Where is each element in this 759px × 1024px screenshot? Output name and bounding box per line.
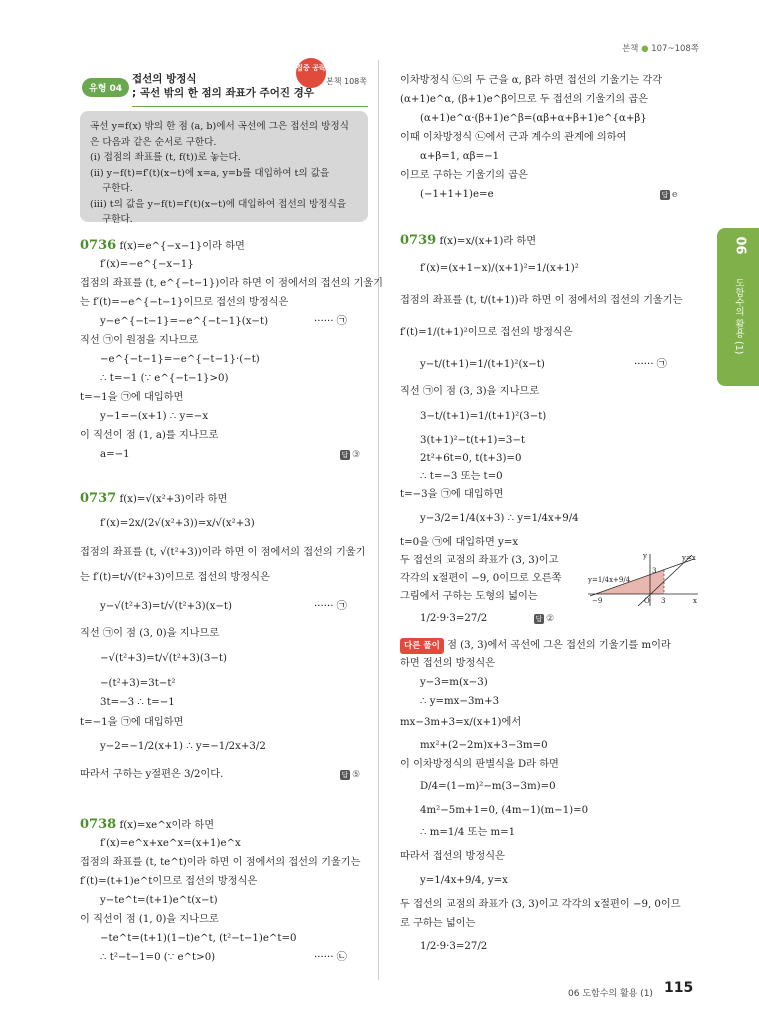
footer-chapter: 06 도함수의 활용 (1) [568, 989, 653, 999]
page-reference: 본책 ● 107~108쪽 [621, 44, 699, 54]
problem-number: 0739 [400, 233, 437, 248]
origin-label: O [644, 597, 650, 605]
header-rule [132, 106, 368, 107]
tangent-lines-graph [588, 552, 700, 606]
problem-number: 0738 [80, 817, 117, 832]
type-badge: 유형 04 [82, 78, 129, 97]
answer-0736: 답 ③ [341, 450, 361, 460]
axis-x-label: x [693, 597, 697, 605]
summary-box: 곡선 y=f(x) 밖의 한 점 (a, b)에서 곡선에 그은 접선의 방정식 은 다음과 같은 순서로 구한다. (i) 접점의 좌표를 (t, f(t))로 놓는다. (ii) y−f(t)=f′(t)(x−t)에 x=a, y=b를 대입하여 t의 값을 구한다. (iii) t의 값을 y−f(t)=f′(t)(x−t)에 대입하여 접선의 방정식을 구한다. [80, 111, 368, 222]
tick-3y: 3 [652, 567, 657, 575]
book-ref: 본책 108쪽 [326, 77, 367, 86]
tick-3x: 3 [661, 597, 666, 605]
answer-0737: 답 ⑤ [341, 770, 361, 780]
type-title: 접선의 방정식 ; 곡선 밖의 한 점의 좌표가 주어진 경우 [132, 73, 314, 99]
alt-solution-tag: 다른 풀이 [400, 638, 444, 654]
chapter-title: 도함수의 활용 (1) [733, 277, 744, 355]
type-header [82, 64, 368, 110]
column-divider [378, 60, 379, 980]
label-line2: y=x [682, 554, 696, 562]
answer-0738: 답 e [661, 190, 678, 200]
page-number: 115 [664, 980, 694, 996]
answer-0739: 답 ② [535, 614, 555, 624]
label-line1: y=1/4x+9/4 [588, 576, 631, 584]
focus-tag: 집중 공략 [296, 58, 326, 88]
chapter-side-tab[interactable] [717, 228, 759, 386]
axis-y-label: y [643, 552, 647, 560]
problem-number: 0737 [80, 491, 117, 506]
problem-number: 0736 [80, 238, 117, 253]
tick-neg9: −9 [592, 597, 603, 605]
chapter-number: 06 [732, 236, 748, 255]
